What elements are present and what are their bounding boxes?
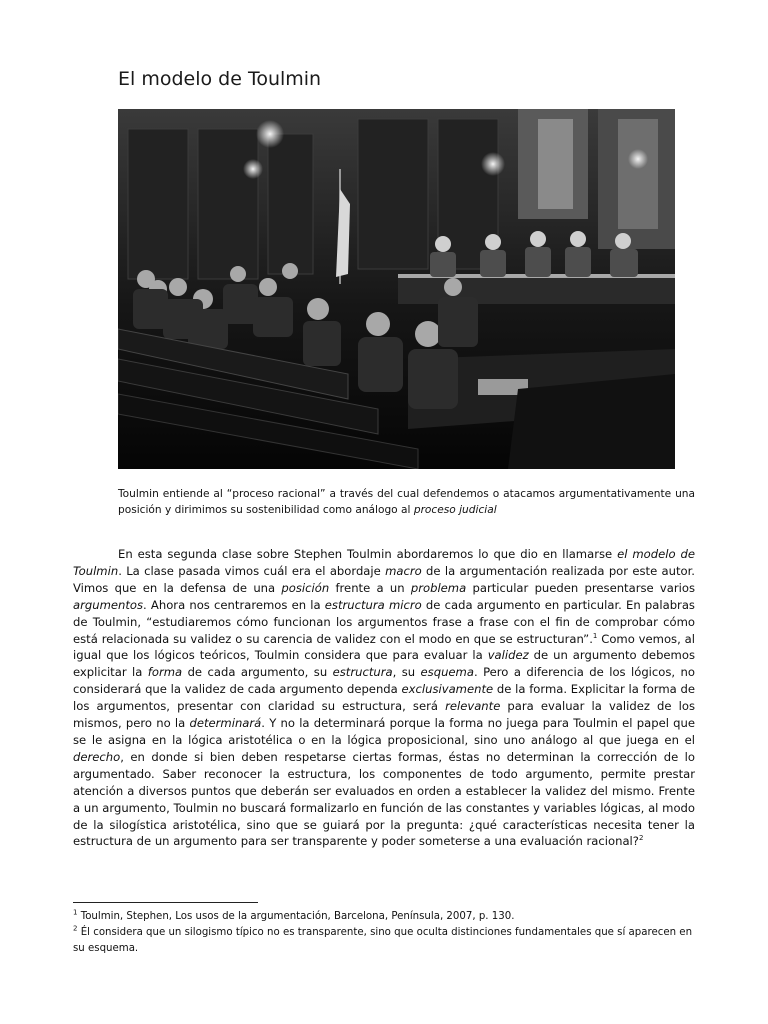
body-text-run: , su — [392, 665, 421, 680]
body-text-run: . Ahora nos centraremos en la — [143, 597, 325, 612]
body-text-run: para evaluar la validez de los mismos, pero no la — [73, 699, 695, 731]
footnote-2-text: Él considera que un silogismo típico no es transparente, sino que oculta distinciones fundamentales que sí aparecen en su esquema. — [73, 927, 693, 954]
body-text-run: , en donde si bien deben respetarse ciertas formas, éstas no determinan la corrección de lo argumentado. Saber reconocer la estructura, los componentes de todo argumento, permite prestar atención a diversos puntos que deberán ser evaluados en orden a establecer la validez del mismo. Frente a un argumento, Toulmin no buscará formalizarlo en función de las constantes y variables lógicas, al modo de la silogística aristotélica, sino que se guiará por la pregunta: ¿qué características necesita tener la estructura de un argumento para ser transparente y poder someterse a una evaluación racional? — [73, 749, 695, 849]
body-text-run: de un argumento debemos explicitar la — [73, 648, 695, 680]
body-italic-run: estructura — [332, 665, 393, 680]
body-italic-run: posición — [281, 580, 330, 595]
body-italic-run: macro — [385, 563, 422, 578]
body-italic-run: exclusivamente — [401, 682, 494, 697]
body-text-run: de la argumentación realizada por este autor. Vimos que en la defensa de una — [73, 563, 695, 595]
body-paragraph — [73, 546, 695, 850]
body-italic-run: validez — [487, 648, 529, 663]
body-runs — [73, 547, 695, 848]
body-italic-run: forma — [147, 665, 183, 680]
footnote-ref: 1 — [592, 631, 598, 640]
body-italic-run: determinará — [189, 716, 262, 731]
body-text-run: En esta segunda clase sobre Stephen Toulmin abordaremos lo que dio en llamarse — [118, 547, 618, 561]
body-italic-run: el modelo de Toulmin — [73, 547, 695, 578]
footnote-ref: 2 — [638, 834, 644, 843]
body-text-run: . Pero a diferencia de los lógicos, no considerará que la validez de cada argumento dependa — [73, 665, 695, 697]
footnote-1 — [73, 909, 695, 925]
footnote-2 — [73, 925, 695, 957]
body-text-run: particular pueden presentarse varios — [466, 580, 696, 595]
courtroom-photo — [118, 109, 675, 469]
body-text-run: frente a un — [329, 580, 411, 595]
body-text-run: Como vemos, al igual que los lógicos teóricos, Toulmin considera que para evaluar la — [73, 631, 695, 663]
body-text-run: de cada argumento, su — [182, 665, 333, 680]
body-italic-run: problema — [410, 580, 467, 595]
body-italic-run: relevante — [445, 699, 501, 714]
body-text-run: de cada argumento en particular. En palabras de Toulmin, “estudiaremos cómo funcionan los argumentos frase a frase con el fin de comprobar cómo está relacionada su validez o su carencia de validez con el modo en que se estructuran”. — [73, 597, 695, 646]
body-text-run: de la forma. Explicitar la forma de los argumentos, presentar con claridad su estructura, será — [73, 682, 696, 714]
footnote-separator — [73, 902, 258, 903]
footnotes — [73, 909, 695, 957]
body-italic-run: argumentos — [73, 597, 144, 612]
footnote-1-number: 1 — [73, 908, 78, 917]
footnote-1-text: Toulmin, Stephen, Los usos de la argumentación, Barcelona, Península, 2007, p. 130. — [77, 911, 515, 922]
caption-italic: proceso judicial — [413, 504, 497, 516]
body-italic-run: derecho — [73, 749, 121, 764]
caption-text: Toulmin entiende al “proceso racional” a través del cual defendemos o atacamos argumentativamente una posición y dirimimos su sostenibilidad como análogo al — [118, 488, 695, 516]
photo-caption — [118, 486, 695, 518]
body-text-run: . La clase pasada vimos cuál era el abordaje — [118, 563, 386, 578]
footnote-2-number: 2 — [73, 924, 78, 933]
body-text-run: . Y no la determinará porque la forma no juega para Toulmin el papel que se le asigna en la lógica aristotélica o en la lógica proposicional, sino uno análogo al que juega en el — [73, 716, 696, 747]
page-title: El modelo de Toulmin — [118, 68, 322, 90]
body-italic-run: esquema — [420, 665, 474, 680]
body-italic-run: estructura micro — [324, 597, 422, 612]
